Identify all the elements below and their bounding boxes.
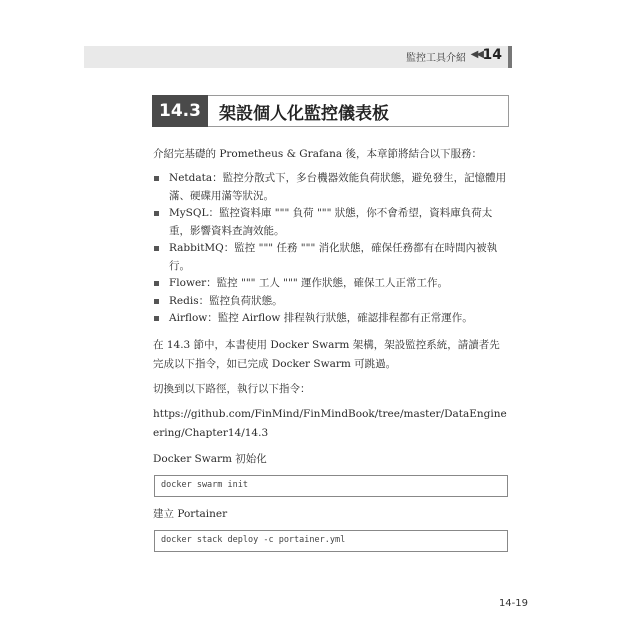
page-number: 14-19	[498, 598, 528, 609]
intro-paragraph: 介紹完基礎的 Prometheus & Grafana 後，本章節將結合以下服務：	[153, 148, 482, 160]
running-header-title: 監控工具介紹	[406, 53, 466, 64]
header-edge-stripe	[508, 46, 512, 68]
list-item: MySQL：監控資料庫 """ 負荷 """ 狀態，你不會希望，資料庫負荷太重，影響資料查詢效能。	[153, 205, 509, 240]
section-heading	[152, 95, 509, 127]
step1-label: Docker Swarm 初始化	[153, 453, 267, 465]
bullet-square-icon	[154, 246, 159, 251]
list-item: Airflow：監控 Airflow 排程執行狀態，確認排程都有正常運作。	[153, 310, 509, 328]
bullet-square-icon	[154, 281, 159, 286]
section-title: 架設個人化監控儀表板	[219, 104, 389, 124]
list-item: Netdata：監控分散式下，多台機器效能負荷狀態，避免發生，記憶體用滿、硬碟用滿等狀況。	[153, 170, 509, 205]
chapter-number: 14	[482, 47, 502, 63]
running-header	[84, 46, 512, 68]
swarm-paragraph: 在 14.3 節中，本書使用 Docker Swarm 架構，架設監控系統，請讀者先完成以下指令，如已完成 Docker Swarm 可跳過。	[153, 339, 500, 370]
list-item: Redis：監控負荷狀態。	[153, 293, 509, 311]
code-block-swarm-init	[154, 475, 508, 497]
bullet-square-icon	[154, 176, 159, 181]
step2-label: 建立 Portainer	[153, 508, 228, 520]
list-item: Flower：監控 """ 工人 """ 運作狀態，確保工人正常工作。	[153, 275, 509, 293]
instruction-paragraph: 切換到以下路徑，執行以下指令：	[153, 383, 311, 395]
service-list	[153, 170, 509, 328]
section-number: 14.3	[152, 95, 208, 127]
bullet-square-icon	[154, 316, 159, 321]
bullet-square-icon	[154, 211, 159, 216]
double-left-arrow-icon: ◀◀	[470, 49, 482, 60]
code-text: docker swarm init	[161, 480, 248, 490]
list-item: RabbitMQ：監控 """ 任務 """ 消化狀態，確保任務都有在時間內被執行。	[153, 240, 509, 275]
repo-path: https://github.com/FinMind/FinMindBook/tree/master/DataEngineering/Chapter14/14.3	[153, 408, 507, 439]
code-block-portainer	[154, 530, 508, 552]
bullet-square-icon	[154, 299, 159, 304]
code-text: docker stack deploy -c portainer.yml	[161, 535, 346, 545]
